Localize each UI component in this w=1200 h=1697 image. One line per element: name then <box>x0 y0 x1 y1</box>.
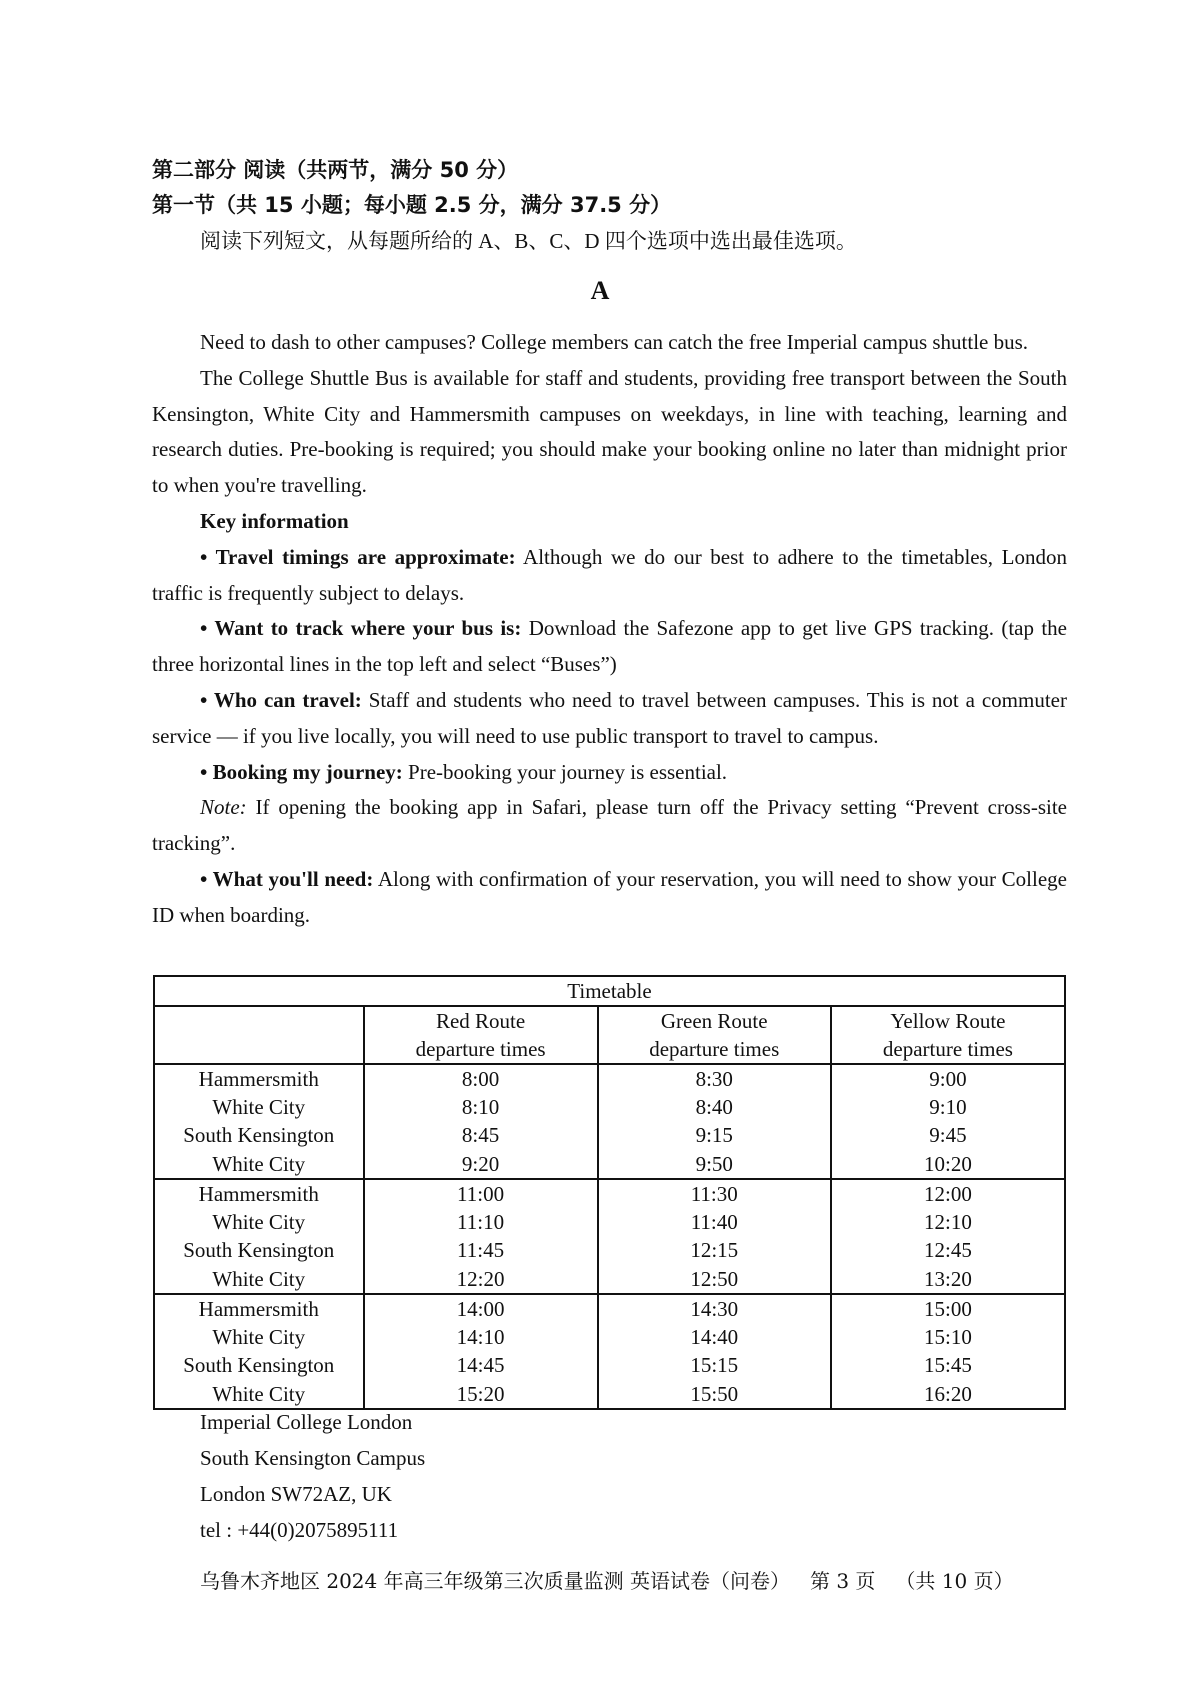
yellow-times-cell: 9:00 9:10 9:45 10:20 <box>831 1064 1065 1179</box>
part-heading: 第二部分 阅读（共两节，满分 50 分） <box>152 158 519 182</box>
section-heading: 第一节（共 15 小题；每小题 2.5 分，满分 37.5 分） <box>152 193 672 217</box>
header-yellow-route: Yellow Route departure times <box>831 1006 1065 1064</box>
table-row <box>154 1179 1065 1294</box>
intro-paragraph: Need to dash to other campuses? College members can catch the free Imperial campus shuttle bus. <box>200 330 1029 354</box>
red-times-cell: 11:00 11:10 11:45 12:20 <box>364 1179 598 1294</box>
description-paragraph: The College Shuttle Bus is available for staff and students, providing free transport between the South Kensington, White City and Hammersmith campuses on weekdays, in line with teaching, learning and research duties. Pre-booking is required; you should make your booking online no later than midnight prior to when you're travelling. <box>152 365 1067 498</box>
table-row <box>154 1064 1065 1179</box>
address-line: South Kensington Campus <box>200 1446 426 1470</box>
bullet-need: • What you'll need: Along with confirmation of your reservation, you will need to show your College ID when boarding. <box>152 866 1067 927</box>
header-blank <box>154 1006 364 1064</box>
passage-letter: A <box>590 276 610 305</box>
red-times-cell: 14:00 14:10 14:45 15:20 <box>364 1294 598 1409</box>
footer-exam-title: 乌鲁木齐地区 2024 年高三年级第三次质量监测 英语试卷（问卷） <box>200 1569 790 1593</box>
instruction: 阅读下列短文，从每题所给的 A、B、C、D 四个选项中选出最佳选项。 <box>200 229 857 253</box>
footer-total-pages: （共 10 页） <box>895 1569 1014 1593</box>
bullet-timings: • Travel timings are approximate: Although we do our best to adhere to the timetables, London traffic is frequently subject to delays. <box>152 544 1067 605</box>
key-info-heading: Key information <box>200 508 349 533</box>
yellow-times-cell: 15:00 15:10 15:45 16:20 <box>831 1294 1065 1409</box>
page-footer <box>200 1565 1034 1594</box>
stops-cell: Hammersmith White City South Kensington White City <box>154 1064 364 1179</box>
yellow-times-cell: 12:00 12:10 12:45 13:20 <box>831 1179 1065 1294</box>
note-paragraph: Note: If opening the booking app in Safari, please turn off the Privacy setting “Prevent cross-site tracking”. <box>152 795 1067 856</box>
address-line: London SW72AZ, UK <box>200 1482 392 1506</box>
table-row <box>154 1294 1065 1409</box>
passage-body <box>152 325 1067 934</box>
green-times-cell: 11:30 11:40 12:15 12:50 <box>598 1179 831 1294</box>
green-times-cell: 8:30 8:40 9:15 9:50 <box>598 1064 831 1179</box>
footer-page-number: 第 3 页 <box>809 1569 876 1593</box>
header-green-route: Green Route departure times <box>598 1006 831 1064</box>
stops-cell: Hammersmith White City South Kensington White City <box>154 1179 364 1294</box>
address-line: Imperial College London <box>200 1410 413 1434</box>
green-times-cell: 14:30 14:40 15:15 15:50 <box>598 1294 831 1409</box>
header-red-route: Red Route departure times <box>364 1006 598 1064</box>
address-phone: tel : +44(0)2075895111 <box>200 1518 399 1542</box>
stops-cell: Hammersmith White City South Kensington White City <box>154 1294 364 1409</box>
timetable <box>153 975 1066 1410</box>
bullet-tracking: • Want to track where your bus is: Download the Safezone app to get live GPS tracking. (tap the three horizontal lines in the top left and select “Buses”) <box>152 616 1067 677</box>
timetable-title: Timetable <box>154 976 1065 1006</box>
bullet-booking: • Booking my journey: Pre-booking your journey is essential. <box>200 759 728 784</box>
address-block <box>200 1404 425 1548</box>
bullet-who: • Who can travel: Staff and students who need to travel between campuses. This is not a commuter service — if you live locally, you will need to use public transport to travel to campus. <box>152 687 1067 748</box>
red-times-cell: 8:00 8:10 8:45 9:20 <box>364 1064 598 1179</box>
